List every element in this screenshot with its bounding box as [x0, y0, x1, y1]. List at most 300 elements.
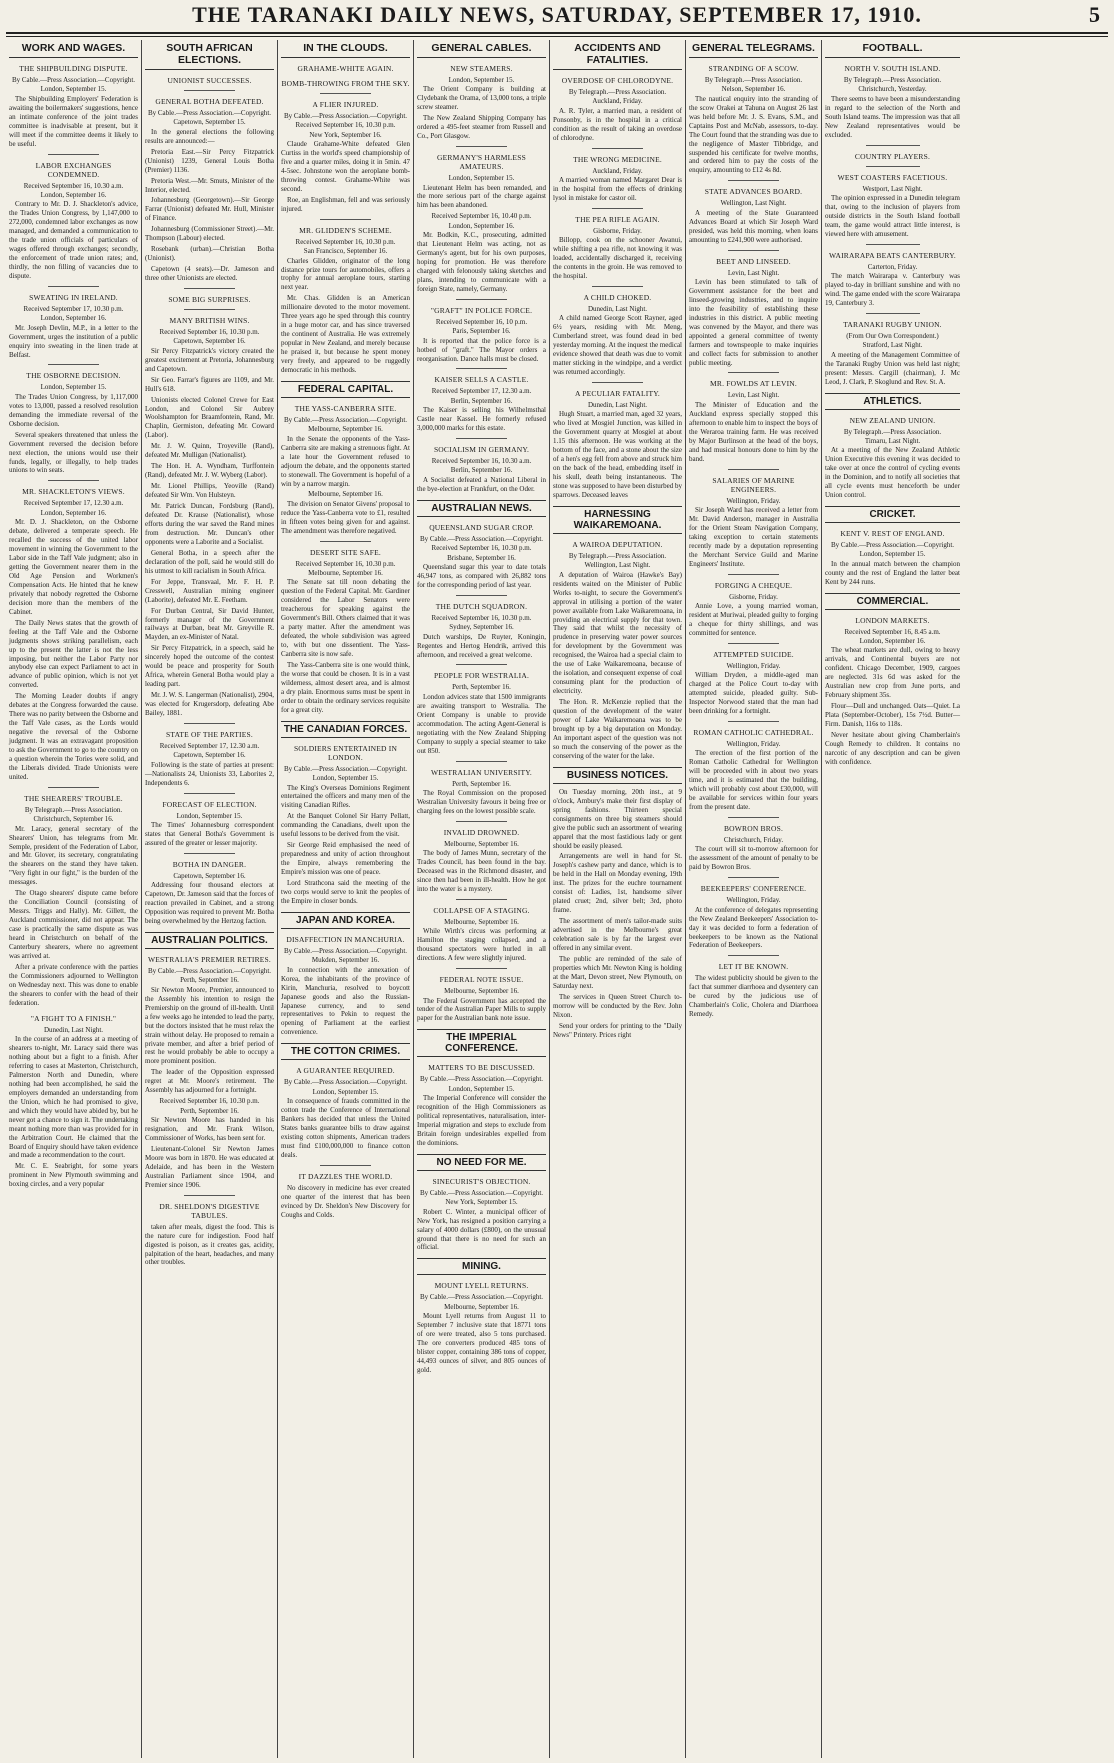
article-dateline: Received September 17, 10.30 p.m. [23, 304, 124, 313]
article-dateline: Melbourne, September 16. [308, 490, 383, 499]
column-container [6, 40, 1108, 1758]
article-dateline: By Cable.—Press Association.—Copyright. [283, 946, 408, 955]
article-paragraph: Mr. D. J. Shackleton, on the Osborne debate, delivered a temperate speech. He recalled the success of the united labor movement in winning the Government to the Labor side in the Taff Vale judgment; also in getting the Government nearer them in the Old Age Pension and Workmen's Compensation Acts. He hinted that he knew privately that nobody regretted the Osborne decision more than the members of the Cabinet. [9, 518, 138, 616]
article-headline: A WAIROA DEPUTATION. [572, 539, 663, 549]
article-paragraph: A married woman named Margaret Dear is in the hospital from the effects of drinking lysol in mistake for castor oil. [553, 175, 682, 202]
article-paragraph: Rosebank (urban).—Christian Botha (Unionist). [145, 245, 274, 263]
article-dateline: Melbourne, September 16. [308, 569, 383, 578]
article-paragraph: The Hon. H. A. Wyndham, Turffontein (Rand), defeated Mr. J. W. Wyberg (Labor). [145, 462, 274, 480]
article-headline: UNIONIST SUCCESSES. [167, 76, 252, 85]
article-paragraph: The Kaiser is selling his Wilhelmsthal Castle near Kassel. He formerly refused 3,000,000 marks for this estate. [417, 406, 546, 433]
article-paragraph: The leader of the Opposition expressed regret at Mr. Moore's retirement. The Assembly has adjourned for a fortnight. [145, 1068, 274, 1095]
article-paragraph: For Jeppe, Transvaal, Mr. F. H. P. Cresswell, Australian mining engineer (Laborite), defeated Mr. E. Feetham. [145, 577, 274, 604]
column-heading: FOOTBALL. [825, 40, 960, 58]
article-paragraph: William Dryden, a middle-aged man charged at the Police Court to-day with attempted suicide, pleaded guilty. Sub-Inspector Norwood stated that the man had been drinking for a fortnight. [689, 671, 818, 716]
article-dateline: Dunedin, Last Night. [587, 401, 648, 410]
article-paragraph: The Yass-Canberra site is one would think, the worse that could be chosen. It is in a vast wilderness, almost desert area, and is almost a dry plain. Enormous sums must be spent in order to obtain the ordinary services requisite for a great city. [281, 661, 410, 714]
article-dateline: Received September 17, 12.30 a.m. [159, 741, 260, 750]
article-paragraph: The Royal Commission on the proposed Westralian University favours it being free or charging fees on the lowest possible scale. [417, 788, 546, 815]
article-divider [456, 595, 508, 596]
article-dateline: By Cable.—Press Association.—Copyright. [830, 541, 955, 549]
article-headline: SALARIES OF MARINE ENGINEERS. [712, 475, 795, 494]
article-paragraph: Charles Glidden, originator of the long distance prize tours for automobiles, offers a trophy for annual aeroplane tours, starting next year. [281, 256, 410, 292]
article-divider [320, 1165, 372, 1166]
article-headline: THE SHEARERS' TROUBLE. [24, 793, 123, 803]
article-paragraph: The services in Queen Street Church to-morrow will be conducted by the Rev. John Nixon. [553, 992, 682, 1019]
article-dateline: Wellington, Last Night. [720, 199, 787, 208]
article-dateline: Stratford, Last Night. [862, 341, 923, 350]
article-headline: COUNTRY PLAYERS. [854, 151, 931, 161]
section-heading: CRICKET. [825, 506, 960, 523]
section-heading: AUSTRALIAN POLITICS. [145, 932, 274, 949]
article-dateline: Berlin, September 16. [450, 466, 513, 475]
article-dateline: London, September 16. [40, 190, 107, 199]
article-headline: BEEKEEPERS' CONFERENCE. [700, 884, 807, 894]
article-paragraph: The New Zealand Shipping Company has ordered a 495-feet steamer from Russell and Co., Port Glasgow. [417, 114, 546, 141]
article-paragraph: Sir Geo. Farrar's figures are 1109, and Mr. Hull's 618. [145, 375, 274, 393]
article-dateline: Gisborne, Friday. [729, 592, 778, 601]
article-headline: STRANDING OF A SCOW. [708, 64, 799, 73]
article-headline: MR. GLIDDEN'S SCHEME. [299, 225, 392, 235]
article-paragraph: In the general elections the following results are announced:— [145, 127, 274, 145]
article-dateline: Levin, Last Night. [727, 268, 780, 277]
article-dateline: Received September 16, 10.40 p.m. [431, 212, 532, 221]
article-paragraph: Mr. J. W. S. Langerman (Nationalist), 2904, was elected for Krugersdorp, defeating Abe Bailey, 1881. [145, 691, 274, 718]
article-paragraph: There seems to have been a misunderstanding in regard to the selection of the North and South Island teams. The impression was that all New Zealand representatives would be excluded. [825, 94, 960, 139]
section-heading: THE COTTON CRIMES. [281, 1043, 410, 1060]
article-headline: THE YASS-CANBERRA SITE. [294, 403, 397, 413]
article-dateline: Capetown, September 16. [173, 751, 246, 760]
article-divider [456, 821, 508, 822]
article-paragraph: Dutch warships, De Ruyter, Koningin, Regentes and Hertog Hendrik, arrived this afternoon, and received a great welcome. [417, 632, 546, 659]
column-heading: ACCIDENTS AND FATALITIES. [553, 40, 682, 70]
article-dateline: Received September 16, 10.30 a.m. [23, 181, 124, 190]
article-paragraph: A meeting of the State Guaranteed Advances Board at which Sir Joseph Ward presided, was held this morning, when loans amounting to £241,900 were authorised. [689, 208, 818, 244]
article-paragraph: The Daily News states that the growth of feeling at the Taff Vale and the Osborne judgments shows striking parallelism, each up to the present the latter is not the less imposing, but neither the Labor Party nor anybody else can expect Parliament to act in advance of public opinion, which is not yet converted. [9, 618, 138, 690]
article-paragraph: Hugh Stuart, a married man, aged 32 years, who lived at Mosgiel Junction, was killed in the Government quarry at Mosgiel at about 1.15 this afternoon. He was working at the bottom of the face, and a stone about the size of a hen's egg fell from above and struck him on the back of the head, embedding itself in his skull, death being instantaneous. The stone was supposed to have been disturbed by sparrows. Deceased leaves [553, 410, 682, 500]
article-headline: MOUNT LYELL RETURNS. [434, 1281, 529, 1291]
article-paragraph: Mr. C. E. Seabright, for some years prominent in New Plymouth swimming and boxing circles, and a very popular [9, 1162, 138, 1189]
article-paragraph: A. R. Tyler, a married man, a resident of Ponsonby, is in the hospital in a critical condition as the result of taking an overdose of chlorodyne. [553, 106, 682, 142]
article-dateline: Nelson, September 16. [721, 85, 786, 94]
article-divider [48, 364, 100, 365]
article-headline: LET IT BE KNOWN. [718, 962, 789, 972]
section-heading: THE CANADIAN FORCES. [281, 721, 410, 738]
article-paragraph: Lord Strathcona said the meeting of the two corps would serve to knit the peoples of the Empire in closer bonds. [281, 879, 410, 905]
article-dateline: Wellington, Friday. [726, 661, 781, 670]
article-divider [728, 469, 780, 470]
article-headline: QUEENSLAND SUGAR CROP. [429, 522, 534, 532]
article-dateline: By Telegraph.—Press Association. [843, 76, 942, 84]
article-headline: THE DUTCH SQUADRON. [435, 601, 528, 611]
article-divider [456, 664, 508, 665]
article-dateline: Dunedin, Last Night. [587, 305, 648, 313]
article-divider [866, 244, 920, 245]
article-paragraph: In the annual match between the champion county and the rest of England the latter beat Kent by 244 runs. [825, 559, 960, 586]
section-heading: HARNESSING WAIKAREMOANA. [553, 506, 682, 534]
article-paragraph: Sir Percy Fitzpatrick's victory created the greatest excitement at Pretoria, Johannesburg and Capetown. [145, 346, 274, 373]
article-divider [728, 877, 780, 878]
article-paragraph: In consequence of frauds committed in the cotton trade the Conference of International Bankers has decided that unless the United States banks guarantee bills to draw against existing cotton shipments, American traders must find £100,000,000 to finance cotton deals. [281, 1097, 410, 1159]
article-headline: SINECURIST'S OBJECTION. [432, 1176, 531, 1186]
article-dateline: By Cable.—Press Association.—Copyright. [419, 534, 544, 543]
article-divider [728, 250, 780, 251]
section-heading: COMMERCIAL. [825, 593, 960, 610]
article-paragraph: Sir Newton Moore has handed in his resignation, and Mr. Frank Wilson, Commissioner of Works, has been sent for. [145, 1116, 274, 1142]
article-divider [320, 93, 372, 94]
article-paragraph: Levin has been stimulated to talk of Government assistance for the beet and linseed-growing industries, and to inquire into the feasibility of establishing these industries in this district. A public meeting was convened by the Mayor, and there was appointed a general committee of twenty farmers and townspeople to make inquiries and collect facts for submission to another public meeting. [689, 277, 818, 367]
article-paragraph: Mr. Patrick Duncan, Fordsburg (Rand), defeated Dr. Krause (Nationalist), whose efforts during the war saved the Rand mines from destruction. Mr. Duncan's other opponents were a Laborite and a Socialist. [145, 502, 274, 546]
article-divider [320, 541, 372, 542]
article-paragraph: Several speakers threatened that unless the Government reversed the decision before next election, the unions would use their funds, legally, or illegally, to help trades unions to win seats. [9, 430, 138, 475]
article-headline: LABOR EXCHANGES CONDEMNED. [35, 160, 112, 179]
article-dateline: Wellington, Last Night. [584, 561, 651, 570]
article-divider [48, 286, 100, 287]
article-paragraph: In the Senate the opponents of the Yass-Canberra site are making a strenuous fight. At a late hour the Government refused to adjourn the debate, and the opponents started to stonewall. The Government is hopeful of a win by a narrow margin. [281, 434, 410, 488]
article-divider [320, 219, 372, 220]
article-paragraph: The wheat markets are dull, owing to heavy arrivals, and Continental buyers are not confident. Chicago December, 1909, cargoes are neglected. 31s 6d was asked for the Australian new crop from June ports, and February shipment 35s. [825, 646, 960, 700]
article-headline: KENT V. REST OF ENGLAND. [840, 529, 945, 538]
article-headline: THE WRONG MEDICINE. [573, 154, 662, 164]
article-paragraph: Never hesitate about giving Chamberlain's Cough Remedy to children. It contains no narcotic of any description and can be given with confidence. [825, 731, 960, 766]
article-paragraph: The body of James Munn, secretary of the Trades Council, has been found in the bay. Deceased was in the Richmond disaster, and since then had been in ill-health. How he got into the water is a mystery. [417, 849, 546, 893]
article-paragraph: At a meeting of the New Zealand Athletic Union Executive this evening it was decided to take over at once the control of cycling events in the Dominion, and to notify all societies that all cycle events must henceforth be under Union control. [825, 446, 960, 500]
article-paragraph: Mr. J. W. Quinn, Troyeville (Rand), defeated Mr. Mulligan (Nationalist). [145, 442, 274, 460]
article-divider [728, 574, 780, 575]
article-divider [48, 154, 100, 155]
article-dateline: Received September 16, 10.30 p.m. [431, 613, 532, 622]
article-divider [456, 368, 508, 369]
article-paragraph: Send your orders for printing to the "Daily News" Printery. Prices right [553, 1021, 682, 1039]
article-paragraph: Mr. Bodkin, K.C., prosecuting, admitted that Lieutenant Helm was acting, not as Germany's agent, but for his own purposes, hoping for promotion. He was therefore charged with felonously taking sketches and plans, intending to communicate with a foreign State, namely, Germany. [417, 231, 546, 293]
section-heading: NO NEED FOR ME. [417, 1154, 546, 1171]
article-dateline: By Telegraph.—Press Association. [843, 427, 942, 436]
article-paragraph: The Senate sat till noon debating the question of the Federal Capital. Mr. Gardiner considered the Labor Senators were treacherous for speaking against the Government's Bill. Others claimed that it was a party matter. After the amendment was defeated, the whole subdivision was agreed to, with but one dissentient. The Yass-Canberra site is now safe. [281, 578, 410, 659]
article-headline: FEDERAL NOTE ISSUE. [439, 975, 524, 985]
article-dateline: By Cable.—Press Association.—Copyright. [147, 967, 272, 976]
article-paragraph: A Socialist defeated a National Liberal in the bye-election at Frankfurt, on the Oder. [417, 475, 546, 493]
article-paragraph: The Times' Johannesburg correspondent states that General Botha's Government is assured of the greater or lesser majority. [145, 821, 274, 847]
article-paragraph: Mr. Joseph Devlin, M.P., in a letter to the Government, urges the institution of a public enquiry into sweating in the linen trade at Belfast. [9, 323, 138, 359]
article-paragraph: The court will sit to-morrow afternoon for the assessment of the amount of penalty to be paid by Bowron Bros. [689, 845, 818, 872]
article-dateline: Received September 17, 12.30 a.m. [431, 387, 532, 396]
article-dateline: Perth, September 16. [180, 1106, 239, 1115]
article-paragraph: The Trades Union Congress, by 1,117,000 votes to 13,000, passed a resolved resolution demanding the immediate reversal of the Osborne decision. [9, 392, 138, 428]
article-divider [592, 208, 644, 209]
article-paragraph: At the Banquet Colonel Sir Harry Pellatt, commanding the Canadians, dwelt upon the useful lessons to be derived from the visit. [281, 812, 410, 839]
article-dateline: Received September 16, 10.30 p.m. [295, 237, 396, 246]
article-headline: SWEATING IN IRELAND. [29, 292, 118, 302]
article-dateline: Christchurch, September 16. [33, 815, 114, 824]
column-heading: GENERAL TELEGRAMS. [689, 40, 818, 58]
article-dateline: Mukden, September 16. [311, 956, 380, 965]
article-paragraph: Sir Joseph Ward has received a letter from Mr. David Anderson, manager in Australia for the Orient Steam Navigation Company, taking exception to certain statements recently made by a deputation representing the Merchant Service Guild and Marine Engineers' Institute. [689, 505, 818, 568]
article-dateline: London, September 15. [448, 76, 515, 84]
article-paragraph: While Wirth's circus was performing at Hamilton the staging collapsed, and a thousand spectators were hurled in all directions. A few were slightly injured. [417, 927, 546, 963]
article-headline: GENERAL BOTHA DEFEATED. [155, 97, 264, 106]
article-paragraph: After a private conference with the parties the Commissioners adjourned to Wellington on Wednesday next. This was done to enable the shearers to confer with the head of their federation. [9, 962, 138, 1007]
article-dateline: London, September 15. [448, 1084, 515, 1093]
article-dateline: London, September 16. [859, 637, 926, 646]
article-dateline: By Cable.—Press Association.—Copyright. [147, 109, 272, 117]
news-column [414, 40, 550, 1758]
article-paragraph: At the conference of delegates representing the New Zealand Beekeepers' Association to-day it was decided to form a federation of beekeepers to be known as the National Federation of Beekeepers. [689, 905, 818, 950]
article-dateline: By Cable.—Press Association.—Copyright. [283, 1078, 408, 1087]
article-divider [184, 309, 236, 310]
article-headline: DR. SHELDON'S DIGESTIVE TABULES. [159, 1201, 260, 1220]
article-headline: THE PEA RIFLE AGAIN. [575, 214, 660, 224]
article-dateline: Melbourne, September 16. [444, 917, 519, 926]
article-dateline: Perth, September 16. [452, 683, 511, 692]
news-column [550, 40, 686, 1758]
article-paragraph: Johannesburg (Georgetown).—Sir George Farrar (Unionist) defeated Mr. Hull, Minister of Finance. [145, 196, 274, 223]
article-divider [592, 286, 644, 287]
article-paragraph: Roe, an Englishman, fell and was seriously injured. [281, 195, 410, 213]
article-paragraph: In connection with the annexation of Korea, the inhabitants of the province of Kirin, Manchuria, resolved to boycott Japanese goods and also the Russian-Japanese currency, and to send representatives to Pekin to request the opening of Parliament at the earliest convenience. [281, 965, 410, 1037]
article-dateline: By Telegraph.—Press Association. [568, 88, 667, 96]
article-headline: BOMB-THROWING FROM THE SKY. [281, 79, 410, 88]
article-paragraph: It is reported that the police force is a hotbed of "graft." The Mayor orders a reorganisation. Dance halls must be closed. [417, 336, 546, 363]
article-divider [184, 723, 236, 724]
article-headline: SOLDIERS ENTERTAINED IN LONDON. [293, 743, 398, 762]
article-dateline: Received September 16, 10.30 a.m. [431, 457, 532, 466]
article-dateline: Melbourne, September 16. [444, 839, 519, 848]
article-divider [456, 299, 508, 300]
article-headline: A FLIER INJURED. [312, 100, 379, 109]
article-paragraph: The Imperial Conference will consider the recognition of the High Commissioners as political representatives, naturalisation, inter-Imperial migration and steps to exclude from Britain foreign undesirables expelled from the dominions. [417, 1094, 546, 1147]
article-headline: STATE ADVANCES BOARD. [704, 187, 803, 197]
article-dateline: Capetown, September 16. [173, 337, 246, 346]
article-dateline: London, September 15. [176, 811, 243, 820]
article-paragraph: A meeting of the Management Committee of the Taranaki Rugby Union was held last night; present: Messrs. Cargill (chairman), J. Mc Leod, J. Clark, P. Skoglund and Rev. St. A. [825, 350, 960, 386]
article-headline: NORTH V. SOUTH ISLAND. [844, 64, 941, 73]
article-divider [456, 438, 508, 439]
news-column [6, 40, 142, 1758]
article-divider [48, 480, 100, 481]
article-headline: ATTEMPTED SUICIDE. [713, 649, 794, 659]
article-divider [728, 643, 780, 644]
section-heading: THE IMPERIAL CONFERENCE. [417, 1029, 546, 1057]
article-dateline: By Cable.—Press Association.—Copyright. [283, 415, 408, 424]
article-dateline: London, September 16. [40, 314, 107, 323]
article-paragraph: London advices state that 1500 immigrants are awaiting transport to Westralia. The Orient Company is unable to provide accommodation. The acting Agent-General is negotiating with the New Zealand Shipping Company to supply a special steamer to take out 850. [417, 692, 546, 755]
article-paragraph: Sir George Reid emphasised the need of preparedness and unity of action throughout the Empire, always remembering the Empire's mission was one of peace. [281, 841, 410, 877]
article-paragraph: A deputation of Wairoa (Hawke's Bay) residents waited on the Minister of Public Works to-night, to secure the Government's approval in utilising a portion of the water power available from Lake Waikaremoana, in providing an electrical supply for that town. They said that whilst the necessity of prudence in preserving water power sources for development by the Government was recognised, the Wairoa had a special claim to the use of Lake Waikaremoana, because of the isolation, and consequent expense of coal consuming plant for the production of electricity. [553, 570, 682, 696]
article-dateline: Received September 16, 10.30 p.m. [159, 328, 260, 337]
article-divider [184, 793, 236, 794]
article-headline: SOME BIG SURPRISES. [168, 295, 251, 305]
article-divider [48, 787, 100, 788]
article-dateline: New York, September 16. [309, 130, 382, 139]
article-headline: NEW STEAMERS. [450, 64, 513, 73]
article-divider [866, 166, 920, 167]
article-dateline: Received September 16, 10.30 p.m. [159, 1097, 260, 1106]
article-paragraph: The public are reminded of the sale of properties which Mr. Newton King is holding at the Mart, Devon street, New Plymouth, on Saturday next. [553, 954, 682, 990]
article-paragraph: The nautical enquiry into the stranding of the scow Orakei at Tahuna on August 26 last was held before Mr. J. S. Evans, S.M., and Captains Post and McNab, assessors, to-day. The Court found that the stranding was due to the negligence of Master Tibbridge, and suspended his certificate for twelve months, and ordered him to pay the costs of the enquiry, amounting to £12 4s 8d. [689, 94, 818, 175]
article-dateline: Westport, Last Night. [862, 184, 923, 193]
article-paragraph: Capetown (4 seats).—Dr. Jameson and three other Unionists are elected. [145, 265, 274, 283]
article-paragraph: Following is the state of parties at present:—Nationalists 24, Unionists 33, Laborites 2, Independents 6. [145, 760, 274, 787]
article-dateline: Sydney, September 16. [449, 623, 514, 632]
masthead-rule [6, 32, 1108, 37]
article-paragraph: Robert C. Winter, a municipal officer of New York, has resigned a position carrying a salary of 4000 dollars (£800), on the unusual ground that there is no need for such an official. [417, 1207, 546, 1252]
article-dateline: Auckland, Friday. [592, 166, 643, 175]
column-heading: WORK AND WAGES. [9, 40, 138, 58]
article-dateline: Berlin, September 16. [450, 396, 513, 405]
article-headline: PEOPLE FOR WESTRALIA. [433, 671, 530, 681]
article-headline: THE OSBORNE DECISION. [26, 371, 121, 381]
article-paragraph: General Botha, in a speech after the declaration of the poll, said he would still do his utmost to kill racialism in South Africa. [145, 548, 274, 575]
article-headline: LONDON MARKETS. [855, 615, 930, 625]
article-paragraph: The Hon. R. McKenzie replied that the question of the development of the water power of Lake Waikaremoana was to be brought up by a big deputation on Monday. An important aspect of the question was not so much the conserving of the power as the conserving of the water for the lake. [553, 698, 682, 760]
article-divider [592, 148, 644, 149]
article-dateline: Brisbane, September 16. [447, 553, 516, 562]
article-dateline: London, September 15. [40, 85, 107, 94]
article-dateline: By Cable.—Press Association.—Copyright. [11, 76, 136, 84]
article-paragraph: Lieutenant-Colonel Sir Newton James Moore was born in 1870. He was educated at Adelaide, and has been in the Western Australian Parliament since 1904, and Premier since 1906. [145, 1144, 274, 1189]
news-column [822, 40, 963, 1758]
article-paragraph: taken after meals, digest the food. This is the nature cure for indigestion. Food half digested is poison, as it creates gas, acidity, palpitation of the heart, headaches, and many other troubles. [145, 1222, 274, 1267]
article-headline: FORECAST OF ELECTION. [162, 799, 257, 809]
section-heading: FEDERAL CAPITAL. [281, 381, 410, 398]
article-dateline: By Cable.—Press Association.—Copyright. [419, 1293, 544, 1302]
article-dateline: Perth, September 16. [452, 779, 511, 788]
article-headline: WAIRARAPA BEATS CANTERBURY. [829, 250, 956, 260]
article-paragraph: The Morning Leader doubts if angry debates at the Congress forwarded the cause. There was no parity between the Osborne and the Taff Vale cases, as the Lords would negative the reversal of the Osborne judgment. It was an extravagant proposition to ask the Government to go to the country on a question wherein the Tories were solid, and the Liberals divided. Trade Unionists were united. [9, 692, 138, 781]
section-heading: MINING. [417, 1258, 546, 1275]
article-headline: A GUARANTEE REQUIRED. [296, 1066, 395, 1076]
article-headline: DESERT SITE SAFE. [310, 547, 381, 557]
article-paragraph: Contrary to Mr. D. J. Shackleton's advice, the Trades Union Congress, by 1,147,000 to 272,000, condemned labor exchanges as now managed, and demanded a communication to the trade union officials of particulars of wages offered through exchanges; secondly, the enforcement of trade union rates; and, thirdly, the non filling of vacancies due to dispute. [9, 200, 138, 280]
article-dateline: New York, September 15. [445, 1198, 518, 1207]
article-dateline: Melbourne, September 16. [444, 987, 519, 996]
article-headline: COLLAPSE OF A STAGING. [433, 905, 530, 915]
article-headline: WEST COASTERS FACETIOUS. [837, 172, 948, 182]
article-dateline: Carterton, Friday. [867, 262, 918, 271]
article-dateline: Levin, Last Night. [727, 391, 780, 400]
article-dateline: Melbourne, September 16. [308, 425, 383, 434]
article-dateline: By Cable.—Press Association.—Copyright. [283, 764, 408, 773]
article-headline: "GRAFT" IN POLICE FORCE. [430, 305, 533, 315]
article-headline: WESTRALIA'S PREMIER RETIRES. [148, 955, 271, 965]
news-column [686, 40, 822, 1758]
article-dateline: By Cable.—Press Association.—Copyright. [419, 1188, 544, 1197]
column-heading: GENERAL CABLES. [417, 40, 546, 58]
article-headline: "A FIGHT TO A FINISH." [30, 1013, 117, 1023]
article-paragraph: The opinion expressed in a Dunedin telegram that, owing to the inclusion of players from outside districts in the South Island football team, the game would attract little interest, is viewed here with amusement. [825, 193, 960, 238]
column-heading: SOUTH AFRICAN ELECTIONS. [145, 40, 274, 70]
section-heading: JAPAN AND KOREA. [281, 912, 410, 929]
article-paragraph: The Orient Company is building at Clydebank the Orama, of 13,000 tons, a triple screw steamer. [417, 85, 546, 112]
article-divider [728, 180, 780, 181]
article-dateline: By Cable.—Press Association.—Copyright. [419, 1075, 544, 1084]
article-divider [456, 968, 508, 969]
article-divider [184, 1195, 236, 1196]
section-heading: BUSINESS NOTICES. [553, 767, 682, 784]
article-headline: KAISER SELLS A CASTLE. [434, 375, 529, 385]
article-dateline: Perth, September 16. [180, 976, 239, 985]
article-paragraph: Queensland sugar this year to date totals 46,947 tons, as compared with 26,882 tons for the corresponding period of last year. [417, 562, 546, 589]
article-headline: BOTHA IN DANGER. [172, 859, 247, 869]
article-paragraph: Pretoria East.—Sir Percy Fitzpatrick (Unionist) 1239, General Louis Botha (Premier) 1136. [145, 147, 274, 174]
article-headline: BOWRON BROS. [723, 824, 784, 834]
article-dateline: Dunedin, Last Night. [43, 1025, 104, 1034]
news-column [142, 40, 278, 1758]
article-paragraph: The Shipbuilding Employers' Federation is awaiting the boilermakers' suggestions, hence an intimate conference of the joint trades committee is inadvisable at present, but it will meet if the committee deems it likely to be useful. [9, 94, 138, 148]
article-paragraph: A child named George Scott Rayner, aged 6½ years, residing with Mr. Meng, Cumberland street, was found dead in bed yesterday morning. At the inquest the medical evidence showed that death was due to vomit matter sticking in the windpipe, and a verdict was returned accordingly. [553, 314, 682, 377]
article-paragraph: Flour—Dull and unchanged. Oats—Quiet. La Plata (September-October), 15s 7½d. Butter—Firm. Danish, 116s to 118s. [825, 702, 960, 729]
section-heading: AUSTRALIAN NEWS. [417, 500, 546, 517]
article-dateline: Wellington, Friday. [726, 496, 781, 505]
article-headline: SOCIALISM IN GERMANY. [433, 445, 530, 455]
article-dateline: London, September 15. [859, 550, 926, 559]
article-dateline: Christchurch, Friday. [723, 836, 784, 845]
article-paragraph: Arrangements are well in hand for St. Joseph's cashew party and dance, which is to be held in the Hall on Monday evening, 19th inst. The prizes for the euchre tournament consist of: Ladies, 1st, handsome silver plated cruet; 2nd, silver belt; 3rd, photo frame. [553, 852, 682, 915]
article-paragraph: Billopp, cook on the schooner Awanui, while shifting a pea rifle, not knowing it was loaded, accidentally discharged it, receiving the contents in the groin. He was removed to the hospital. [553, 236, 682, 281]
article-headline: THE SHIPBUILDING DISPUTE. [19, 64, 128, 73]
article-dateline: London, September 15. [40, 383, 107, 392]
article-headline: BEET AND LINSEED. [716, 256, 791, 266]
column-heading: IN THE CLOUDS. [281, 40, 410, 58]
article-headline: STATE OF THE PARTIES. [166, 729, 253, 739]
article-paragraph: Lieutenant Helm has been remanded, and the more serious part of the charge against him has been abandoned. [417, 183, 546, 210]
article-divider [184, 288, 236, 289]
masthead-title: THE TARANAKI DAILY NEWS, SATURDAY, SEPTEMBER 17, 1910. [192, 2, 922, 27]
article-dateline: Christchurch, Yesterday. [858, 85, 927, 94]
article-dateline: Received September 16, 10.30 p.m. [295, 121, 396, 130]
article-paragraph: Claude Grahame-White defeated Glen Curtiss in the world's speed championship of five and a quarter miles, doing it in 5min. 47 4-5sec. Johnstone won the aeroplane bomb-throwing contest. Grahame-White was second. [281, 140, 410, 193]
article-dateline: Received September 16, 8.45 a.m. [844, 627, 941, 636]
article-headline: DISAFFECTION IN MANCHURIA. [286, 934, 405, 944]
article-paragraph: For Durban Central, Sir David Hunter, formerly manager of the Government railways at Durban, beat Mr. Greyville R. Mayden, an ex-Minister of Natal. [145, 606, 274, 642]
article-divider [456, 146, 508, 147]
article-headline: WESTRALIAN UNIVERSITY. [431, 767, 532, 777]
article-headline: GRAHAME-WHITE AGAIN. [297, 64, 394, 73]
article-dateline: By Cable.—Press Association.—Copyright. [283, 112, 408, 120]
article-headline: MATTERS TO BE DISCUSSED. [428, 1063, 535, 1073]
article-dateline: Melbourne, September 16. [444, 1302, 519, 1311]
article-paragraph: The assortment of men's tailor-made suits advertised in the Melbourne's great celebration sale is by far the largest ever offered in any similar event. [553, 917, 682, 952]
article-headline: MR. SHACKLETON'S VIEWS. [22, 487, 125, 497]
article-divider [184, 90, 236, 91]
article-headline: MR. FOWLDS AT LEVIN. [710, 379, 797, 389]
article-divider [728, 721, 780, 722]
article-dateline: Wellington, Friday. [726, 896, 781, 905]
article-dateline: Capetown, September 16. [173, 871, 246, 880]
article-dateline: London, September 16. [448, 221, 515, 230]
article-headline: NEW ZEALAND UNION. [849, 415, 936, 425]
article-paragraph: The match Wairarapa v. Canterbury was played to-day in brilliant sunshine and with no wind. The game ended with the score Wairarapa 19, Canterbury 3. [825, 272, 960, 307]
article-headline: MANY BRITISH WINS. [169, 316, 250, 326]
article-paragraph: No discovery in medicine has ever created one quarter of the interest that has been evinced by Dr. Sheldon's New Discovery for Coughs and Colds. [281, 1183, 410, 1219]
article-paragraph: Mount Lyell returns from August 11 to September 7 inclusive state that 18771 tons of ore were treated, also 5 tons purchased. The ore converters produced 485 tons of blister copper, containing 386 tons of copper, 44,493 ounces of silver, and 805 ounces of gold. [417, 1312, 546, 1374]
article-dateline: San Francisco, September 16. [303, 247, 388, 256]
article-headline: OVERDOSE OF CHLORODYNE. [561, 76, 674, 85]
article-divider [866, 313, 920, 314]
article-dateline: Gisborne, Friday. [593, 226, 642, 235]
article-headline: INVALID DROWNED. [443, 827, 520, 837]
article-divider [866, 145, 920, 146]
article-dateline: Capetown, September 15. [173, 118, 246, 127]
article-headline: TARANAKI RUGBY UNION. [843, 319, 942, 329]
article-dateline: Received September 16, 10.30 p.m. [431, 544, 532, 553]
article-paragraph: In the course of an address at a meeting of shearers to-night, Mr. Laracy said there was nothing about but a fight to a finish. After referring to cases at Masterton, Christchurch, Palmerston North and Dunedin, where nothing had been accomplished, he said the employers demanded an understanding from the Union, which he had promised to give, and which they would have abided by, but he never got a chance to sign it. The undertaking meant nothing more than was provided for in the Arbitration Court. He claimed that the Board of Enquiry should have taken evidence and made a recommendation to the court. [9, 1035, 138, 1160]
article-paragraph: The Minister of Education and the Auckland express specially stopped this afternoon to enable him to inspect the boys of the Weraroa training farm. He was received by Major Burlinson at the head of the boys, and had musical honours done to him by the band. [689, 400, 818, 463]
article-headline: ROMAN CATHOLIC CATHEDRAL. [693, 727, 814, 737]
article-dateline: Received September 17, 12.30 a.m. [23, 499, 124, 508]
article-divider [456, 899, 508, 900]
article-paragraph: On Tuesday morning, 20th inst., at 9 o'clock, Ambury's make their first display of spring fashions. Thirteen special consignments on three big steamers should give the public such an assortment of wearing apparel that the most fastidious lady or gent should be easily pleased. [553, 787, 682, 850]
